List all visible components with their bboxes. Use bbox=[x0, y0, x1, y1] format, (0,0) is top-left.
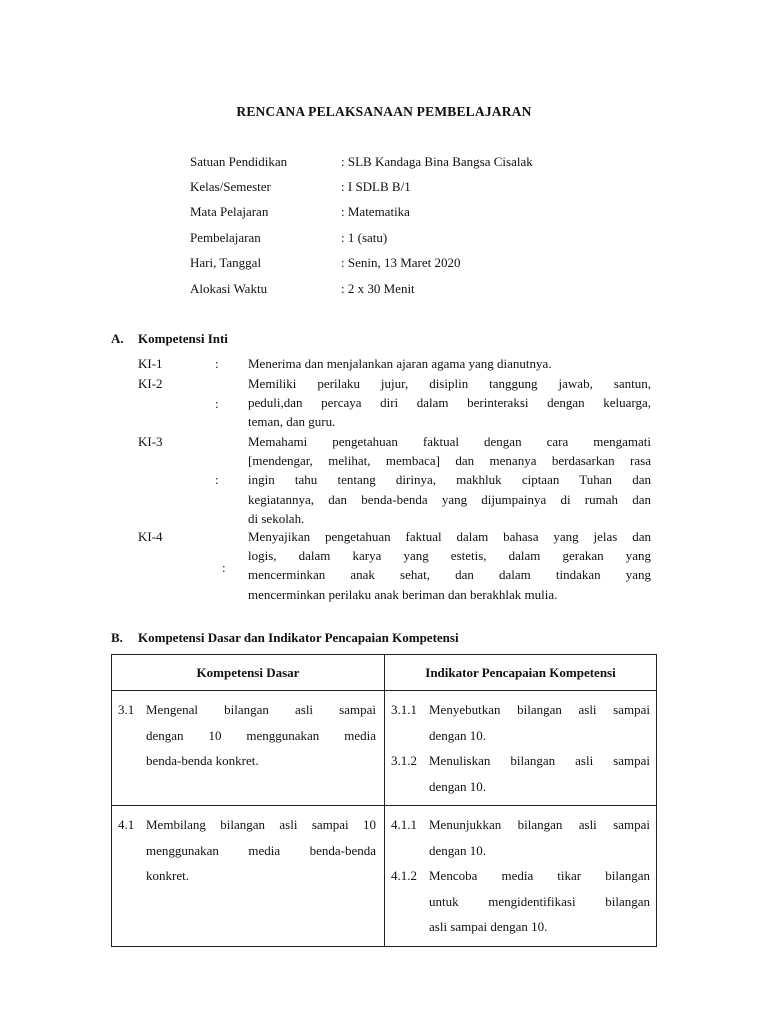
ki-label: KI-1 bbox=[138, 356, 163, 371]
table-header-row bbox=[112, 655, 657, 691]
identity-label: Mata Pelajaran bbox=[190, 204, 269, 219]
ki-line: Menerima dan menjalankan ajaran agama yang dianutnya. bbox=[248, 356, 552, 371]
competency-table bbox=[111, 654, 657, 947]
section-title: Kompetensi Inti bbox=[138, 331, 228, 346]
indicator-number: 3.1.2 bbox=[391, 753, 417, 768]
indicator-cell bbox=[385, 691, 657, 806]
indicator-line: untuk mengidentifikasi bilangan bbox=[429, 893, 650, 909]
identity-label: Satuan Pendidikan bbox=[190, 154, 288, 169]
identity-label: Hari, Tanggal bbox=[190, 255, 262, 270]
indicator-line: dengan 10. bbox=[429, 778, 487, 794]
kd-item bbox=[118, 812, 376, 889]
indicator-text bbox=[429, 748, 650, 799]
indicator-text bbox=[429, 697, 650, 748]
kd-line: menggunakan media benda-benda bbox=[146, 842, 376, 858]
indicator-number: 4.1.1 bbox=[391, 817, 417, 832]
section-letter: A. bbox=[111, 331, 124, 346]
identity-value: : Matematika bbox=[341, 204, 410, 219]
ki-text bbox=[248, 432, 651, 528]
indicator-line: asli sampai dengan 10. bbox=[429, 919, 548, 934]
indicator-line: Menunjukkan bilangan asli sampai bbox=[429, 817, 650, 832]
section-b-heading bbox=[111, 630, 459, 646]
page-title: RENCANA PELAKSANAAN PEMBELAJARAN bbox=[236, 104, 532, 119]
indicator-line: dengan 10. bbox=[429, 727, 487, 743]
section-a-heading bbox=[111, 331, 228, 347]
kd-line: Mengenal bilangan asli sampai bbox=[146, 702, 376, 717]
ki-text bbox=[248, 354, 651, 373]
kd-cell bbox=[112, 806, 385, 947]
identity-value: : 2 x 30 Menit bbox=[341, 281, 415, 296]
indicator-text bbox=[429, 812, 650, 863]
kd-line: Membilang bilangan asli sampai 10 bbox=[146, 817, 376, 832]
ki-text bbox=[248, 527, 651, 604]
ki-line: mencerminkan anak sehat, dan dalam tindakan yang bbox=[248, 567, 651, 583]
kd-text bbox=[146, 697, 376, 774]
kd-line: dengan 10 menggunakan media bbox=[146, 727, 376, 743]
ki-line: teman, dan guru. bbox=[248, 414, 336, 430]
ki-line: peduli,dan percaya diri dalam berinteraksi dengan keluarga, bbox=[248, 395, 651, 411]
ki-colon: : bbox=[215, 396, 219, 411]
kd-text bbox=[146, 812, 376, 889]
identity-label: Pembelajaran bbox=[190, 230, 261, 245]
ki-label: KI-4 bbox=[138, 529, 163, 544]
ki-colon: : bbox=[222, 560, 226, 575]
indicator-line: Menuliskan bilangan asli sampai bbox=[429, 753, 650, 768]
indicator-cell bbox=[385, 806, 657, 947]
indicator-item bbox=[391, 812, 650, 863]
section-letter: B. bbox=[111, 630, 123, 645]
table-header: Kompetensi Dasar bbox=[112, 655, 385, 691]
ki-colon: : bbox=[215, 356, 219, 371]
identity-value: : I SDLB B/1 bbox=[341, 179, 411, 194]
identity-label: Alokasi Waktu bbox=[190, 281, 268, 296]
indicator-text bbox=[429, 863, 650, 940]
indicator-line: dengan 10. bbox=[429, 842, 487, 858]
kd-number: 3.1 bbox=[118, 702, 135, 717]
indicator-item bbox=[391, 748, 650, 799]
ki-line: Menyajikan pengetahuan faktual dalam bahasa yang jelas dan bbox=[248, 529, 651, 544]
ki-line: Memiliki perilaku jujur, disiplin tanggung jawab, santun, bbox=[248, 376, 651, 391]
kd-number: 4.1 bbox=[118, 817, 135, 832]
ki-label: KI-2 bbox=[138, 376, 163, 391]
table-row bbox=[112, 806, 657, 947]
ki-line: di sekolah. bbox=[248, 510, 305, 526]
kd-line: konkret. bbox=[146, 868, 189, 883]
identity-value: : SLB Kandaga Bina Bangsa Cisalak bbox=[341, 154, 533, 169]
kd-line: benda-benda konkret. bbox=[146, 753, 259, 768]
indicator-item bbox=[391, 863, 650, 940]
ki-line: kegiatannya, dan benda-benda yang dijumpainya di rumah dan bbox=[248, 491, 651, 507]
kd-item bbox=[118, 697, 376, 774]
ki-line: Memahami pengetahuan faktual dengan cara mengamati bbox=[248, 434, 651, 449]
ki-text bbox=[248, 374, 651, 432]
table-header: Indikator Pencapaian Kompetensi bbox=[385, 655, 657, 691]
ki-label: KI-3 bbox=[138, 434, 163, 449]
indicator-line: Mencoba media tikar bilangan bbox=[429, 868, 650, 883]
indicator-line: Menyebutkan bilangan asli sampai bbox=[429, 702, 650, 717]
ki-colon: : bbox=[215, 472, 219, 487]
kd-cell bbox=[112, 691, 385, 806]
ki-line: mencerminkan perilaku anak beriman dan berakhlak mulia. bbox=[248, 586, 558, 602]
indicator-number: 4.1.2 bbox=[391, 868, 417, 883]
table-row bbox=[112, 691, 657, 806]
identity-value: : 1 (satu) bbox=[341, 230, 388, 245]
indicator-number: 3.1.1 bbox=[391, 702, 417, 717]
ki-line: logis, dalam karya yang estetis, dalam gerakan yang bbox=[248, 548, 651, 564]
indicator-item bbox=[391, 697, 650, 748]
section-title: Kompetensi Dasar dan Indikator Pencapaian Kompetensi bbox=[138, 630, 459, 645]
identity-label: Kelas/Semester bbox=[190, 179, 271, 194]
ki-line: ingin tahu tentang dirinya, makhluk ciptaan Tuhan dan bbox=[248, 472, 651, 488]
ki-line: [mendengar, melihat, membaca] dan menanya berdasarkan rasa bbox=[248, 453, 651, 469]
identity-value: : Senin, 13 Maret 2020 bbox=[341, 255, 461, 270]
